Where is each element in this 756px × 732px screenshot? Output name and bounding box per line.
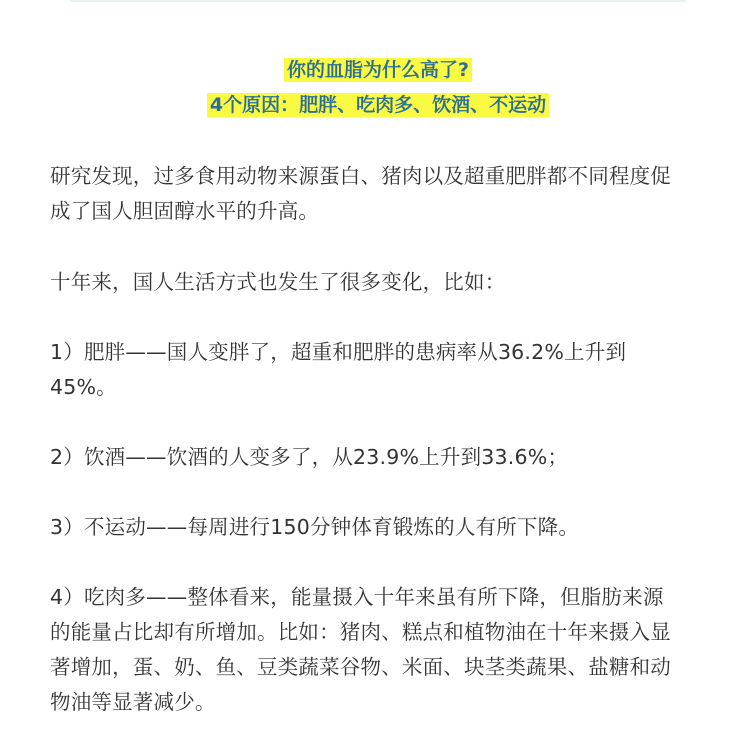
paragraph-line: 著增加，蛋、奶、鱼、豆类蔬菜谷物、米面、块茎类蔬果、盐糖和动	[50, 655, 671, 679]
paragraph-line: 物油等显著减少。	[50, 690, 216, 714]
paragraph-exercise	[50, 510, 700, 545]
paragraph-intro	[50, 265, 700, 300]
paragraph-line: 4）吃肉多——整体看来，能量摄入十年来虽有所下降，但脂肪来源	[50, 585, 664, 609]
paragraph-line: 的能量占比却有所增加。比如：猪肉、糕点和植物油在十年来摄入显	[50, 620, 671, 644]
heading-reasons-text: 4个原因：肥胖、吃肉多、饮酒、不运动	[207, 93, 549, 117]
paragraph-line: 十年来，国人生活方式也发生了很多变化，比如：	[50, 270, 506, 294]
section-heading-reasons	[0, 92, 756, 118]
paragraph-line: 1）肥胖——国人变胖了，超重和肥胖的患病率从36.2%上升到	[50, 340, 627, 364]
paragraph-line: 45%。	[50, 375, 117, 399]
paragraph-obesity	[50, 335, 700, 405]
heading-question-text: 你的血脂为什么高了?	[284, 58, 472, 82]
paragraph-line: 成了国人胆固醇水平的升高。	[50, 199, 320, 223]
top-divider	[70, 0, 686, 2]
paragraph-line: 3）不运动——每周进行150分钟体育锻炼的人有所下降。	[50, 515, 580, 539]
paragraph-line: 2）饮酒——饮酒的人变多了，从23.9%上升到33.6%；	[50, 445, 569, 469]
paragraph-line: 研究发现，过多食用动物来源蛋白、猪肉以及超重肥胖都不同程度促	[50, 164, 671, 188]
paragraph-drinking	[50, 440, 700, 475]
paragraph-meat	[50, 580, 700, 720]
paragraph-research	[50, 159, 700, 229]
section-heading-question	[0, 57, 756, 83]
